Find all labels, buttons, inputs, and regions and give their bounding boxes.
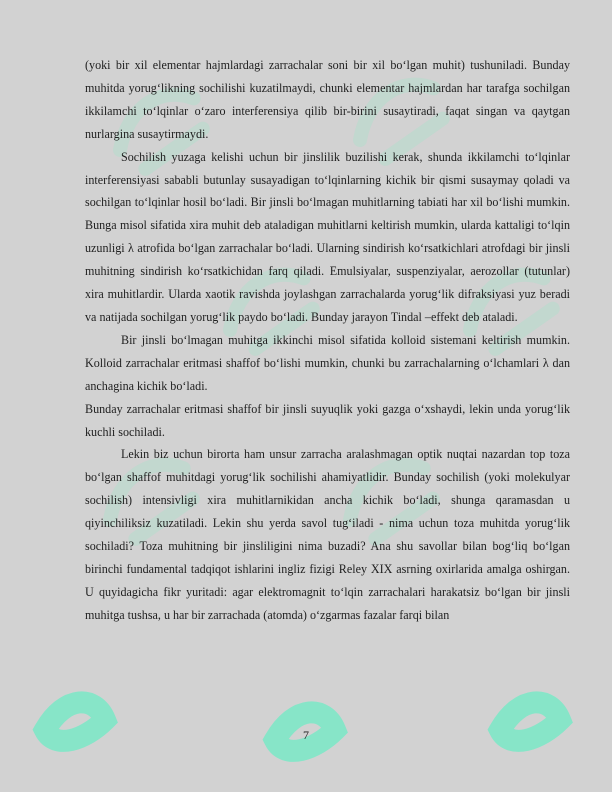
paragraph-4: Bunday zarrachalar eritmasi shaffof bir jinsli suyuqlik yoki gazga o‘xshaydi, lekin unda yorug‘lik kuchli sochiladi. [85,401,570,439]
paragraph-2: Sochilish yuzaga kelishi uchun bir jinslilik buzilishi kerak, shunda ikkilamchi to‘lqinlar interferensiyasi sababli butunlay susayadigan to‘lqinlarning kichik bir qismi susaymay qoladi va sochilgan to‘lqinlar hosil bo‘ladi. Bir jinsli bo‘lmagan muhitlarning tabiati har xil bo‘lishi mumkin. Bunga misol sifatida xira muhit deb ataladigan muhitlarni keltirish mumkin, ularda kattaligi to‘lqin uzunligi λ atrofida bo‘lgan zarrachalar bo‘ladi. Ularning sindirish ko‘rsatkichlari atrofdagi bir jinsli muhitning sindirish ko‘rsatkichidan farq qiladi. Emulsiyalar, suspenziyalar, aerozollar (tutunlar) xira muhitlardir. Ularda xaotik ravishda joylashgan zarrachalarda yorug‘lik difraksiyasi yuz beradi va natijada sochilgan yorug‘lik paydo bo‘ladi. Bunday jarayon Tindal –effekt deb ataladi. [85,149,570,324]
document-body [85,54,570,627]
paragraph-1: (yoki bir xil elementar hajmlardagi zarrachalar soni bir xil bo‘lgan muhit) tushuniladi. Bunday muhitda yorug‘likning sochilishi kuzatilmaydi, chunki elementar hajmlardan har tarafga sochilgan ikkilamchi to‘lqinlar o‘zaro interferensiya qilib bir-birini susaytiradi, faqat singan va qaytgan nurlargina susaytirmaydi. [85,58,570,141]
paragraph-5: Lekin biz uchun birorta ham unsur zarracha aralashmagan optik nuqtai nazardan toр toza bo‘lgan shaffof muhitdagi yorug‘lik sochilishi ahamiyatlidir. Bunday sochilish (yoki molekulyar sochilish) intensivligi xira muhitlarnikidan ancha kichik bo‘ladi, shunga qaramasdan u qiyinchiliksiz kuzatiladi. Lekin shu yerda savol tug‘iladi - nima uchun toza muhitda yorug‘lik sochiladi? Toza muhitning bir jinsliligini nima buzadi? Ana shu savollar bilan bog‘liq bo‘lgan birinchi fundamental tadqiqot ishlarini ingliz fizigi Reley XIX asrning oxirlarida amalga oshirgan. U quyidagicha fikr yuritadi: agar elektromagnit to‘lqin zarrachalari harakatsiz bo‘lgan bir jinsli muhitga tushsa, u har bir zarrachada (atomda) o‘zgarmas fazalar farqi bilan [85,447,570,622]
page-number: 7 [303,728,309,742]
paragraph-3: Bir jinsli bo‘lmagan muhitga ikkinchi misol sifatida kolloid sistemani keltirish mumkin. Kolloid zarrachalar eritmasi shaffof bo‘lishi mumkin, chunki bu zarrachalarning o‘lchamlari λ dan anchagina kichik bo‘ladi. [85,332,570,393]
